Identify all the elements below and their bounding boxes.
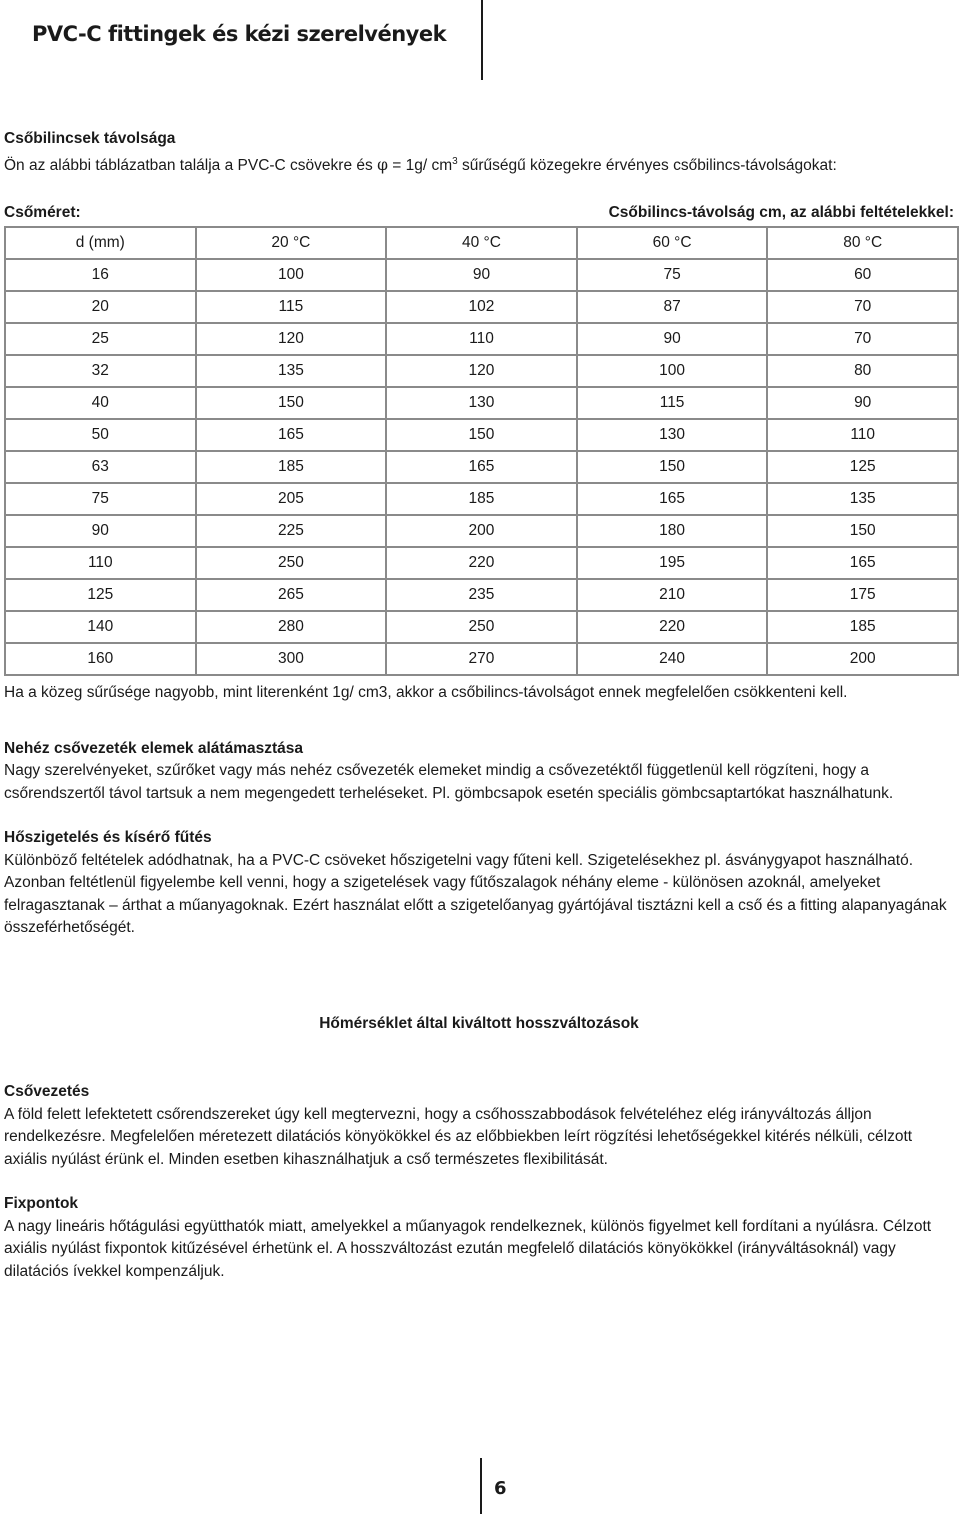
table-cell: 120 [196, 323, 387, 355]
table-cell: 16 [5, 259, 196, 291]
table-note: Ha a közeg sűrűsége nagyobb, mint literenként 1g/ cm3, akkor a csőbilincs-távolságot ennek megfelelően csökkenteni kell. [4, 684, 848, 702]
table-cell: 235 [386, 579, 577, 611]
table-cell: 130 [577, 419, 768, 451]
table-row [5, 355, 958, 387]
table-cell: 125 [5, 579, 196, 611]
table-cell: 90 [767, 387, 958, 419]
table-cell: 185 [196, 451, 387, 483]
table-cell: 110 [767, 419, 958, 451]
phi-symbol: φ [377, 155, 388, 174]
section-text-insulation: Különböző feltételek adódhatnak, ha a PVC-C csöveket hőszigetelni vagy fűteni kell. Szigetelésekhez pl. ásványgyapot használható. Azonban feltétlenül figyelembe kell venni, hogy a szigetelések vagy fűtőszalagok néhány eleme - különösen azoknál, amelyeket felragasztanak – árthat a műanyagoknak. Ezért használat előtt a szigetelőanyag gyártójával tisztázni kell a cső és a fitting alapanyagának összeférhetőségét. [4, 851, 947, 937]
section-title-thermal-expansion: Hőmérséklet által kiváltott hosszváltozások [319, 1015, 639, 1033]
table-cell: 90 [386, 259, 577, 291]
table-cell: 115 [577, 387, 768, 419]
table-cell: 195 [577, 547, 768, 579]
table-cell: 20 [5, 291, 196, 323]
table-cell: 125 [767, 451, 958, 483]
intro-text-b: = 1g/ cm [387, 156, 453, 174]
table-cell: 265 [196, 579, 387, 611]
table-cell: 135 [196, 355, 387, 387]
table-row [5, 259, 958, 291]
table-cell: 63 [5, 451, 196, 483]
table-row [5, 323, 958, 355]
table-cell: 80 [767, 355, 958, 387]
table-column-header: 40 °C [386, 227, 577, 259]
table-cell: 250 [386, 611, 577, 643]
table-row [5, 579, 958, 611]
table-column-header: 20 °C [196, 227, 387, 259]
table-cell: 165 [386, 451, 577, 483]
table-column-header: 60 °C [577, 227, 768, 259]
table-cell: 180 [577, 515, 768, 547]
table-cell: 90 [577, 323, 768, 355]
table-column-header: 80 °C [767, 227, 958, 259]
table-cell: 150 [196, 387, 387, 419]
table-cell: 270 [386, 643, 577, 675]
table-cell: 102 [386, 291, 577, 323]
intro-text-c: sűrűségű közegekre érvényes csőbilincs-távolságokat: [457, 156, 837, 174]
table-cell: 70 [767, 323, 958, 355]
table-heading [4, 202, 954, 224]
table-cell: 100 [196, 259, 387, 291]
table-cell: 87 [577, 291, 768, 323]
page-number: 6 [494, 1478, 507, 1499]
header-title: PVC-C fittingek és kézi szerelvények [32, 22, 447, 46]
table-cell: 140 [5, 611, 196, 643]
section-title-insulation: Hőszigetelés és kísérő fűtés [4, 829, 212, 847]
section-text-fixpoints: A nagy lineáris hőtágulási együtthatók miatt, amelyekkel a műanyagok rendelkeznek, különös figyelmet kell fordítani a nyúlásra. Célzott axiális nyúlást fixpontok kitűzésével érhetünk el. A hosszváltozást ezután megfelelő dilatációs könyökökkel (irányváltásoknál) vagy dilatációs ívekkel kompenzáljuk. [4, 1217, 932, 1280]
table-cell: 130 [386, 387, 577, 419]
table-left-label: Csőméret: [4, 204, 81, 222]
table-cell: 75 [577, 259, 768, 291]
table-cell: 100 [577, 355, 768, 387]
table-row [5, 451, 958, 483]
header-divider [481, 0, 483, 80]
table-cell: 115 [196, 291, 387, 323]
footer-divider [480, 1458, 482, 1514]
table-cell: 150 [767, 515, 958, 547]
table-cell: 150 [386, 419, 577, 451]
intro-text-a: Ön az alábbi táblázatban találja a PVC-C csövekre és [4, 156, 378, 174]
table-cell: 90 [5, 515, 196, 547]
table-cell: 210 [577, 579, 768, 611]
table-row [5, 643, 958, 675]
table-cell: 185 [767, 611, 958, 643]
table-cell: 165 [767, 547, 958, 579]
table-header-row [5, 227, 958, 259]
table-cell: 280 [196, 611, 387, 643]
page-content [4, 128, 954, 1283]
section-title-fixpoints: Fixpontok [4, 1195, 79, 1213]
table-column-header: d (mm) [5, 227, 196, 259]
table-row [5, 419, 958, 451]
table-cell: 205 [196, 483, 387, 515]
table-right-label: Csőbilincs-távolság cm, az alábbi feltételekkel: [608, 204, 954, 222]
table-row [5, 611, 958, 643]
table-cell: 185 [386, 483, 577, 515]
table-cell: 300 [196, 643, 387, 675]
table-cell: 225 [196, 515, 387, 547]
table-cell: 220 [386, 547, 577, 579]
section-title-pipe-clamp-distance: Csőbilincsek távolsága [4, 130, 176, 147]
table-cell: 40 [5, 387, 196, 419]
table-cell: 165 [196, 419, 387, 451]
table-cell: 60 [767, 259, 958, 291]
section-intro [4, 151, 954, 178]
table-cell: 25 [5, 323, 196, 355]
table-cell: 110 [5, 547, 196, 579]
table-row [5, 291, 958, 323]
table-cell: 200 [767, 643, 958, 675]
table-cell: 32 [5, 355, 196, 387]
table-row [5, 483, 958, 515]
table-cell: 240 [577, 643, 768, 675]
section-title-piping: Csővezetés [4, 1083, 90, 1101]
table-cell: 110 [386, 323, 577, 355]
table-cell: 120 [386, 355, 577, 387]
table-cell: 250 [196, 547, 387, 579]
clamp-distance-table [4, 226, 959, 676]
table-cell: 75 [5, 483, 196, 515]
section-title-heavy-elements: Nehéz csővezeték elemek alátámasztása [4, 739, 303, 757]
table-cell: 220 [577, 611, 768, 643]
table-cell: 150 [577, 451, 768, 483]
table-row [5, 515, 958, 547]
table-cell: 135 [767, 483, 958, 515]
table-row [5, 387, 958, 419]
section-text-heavy-elements: Nagy szerelvényeket, szűrőket vagy más nehéz csővezeték elemeket mindig a csővezetéktől függetlenül kell rögzíteni, hogy a csőrendszertől távol tartsuk a nem megengedett terheléseket. Pl. gömbcsapok esetén speciális gömbcsaptartókat használhatunk. [4, 762, 894, 802]
table-row [5, 547, 958, 579]
table-cell: 175 [767, 579, 958, 611]
table-cell: 165 [577, 483, 768, 515]
table-cell: 160 [5, 643, 196, 675]
table-cell: 50 [5, 419, 196, 451]
section-text-piping: A föld felett lefektetett csőrendszereket úgy kell megtervezni, hogy a csőhosszabbodások felvételéhez elég irányváltozás álljon rendelkezésre. Megfelelően méretezett dilatációs könyökökkel és az előbbiekben leírt rögzítési lehetőségekkel kitérés nélküli, célzott axiális nyúlást érünk el. Minden esetben kihasználhatjuk a cső természetes flexibilitását. [4, 1105, 913, 1168]
table-cell: 200 [386, 515, 577, 547]
intro-superscript: 3 [452, 155, 458, 167]
table-cell: 70 [767, 291, 958, 323]
